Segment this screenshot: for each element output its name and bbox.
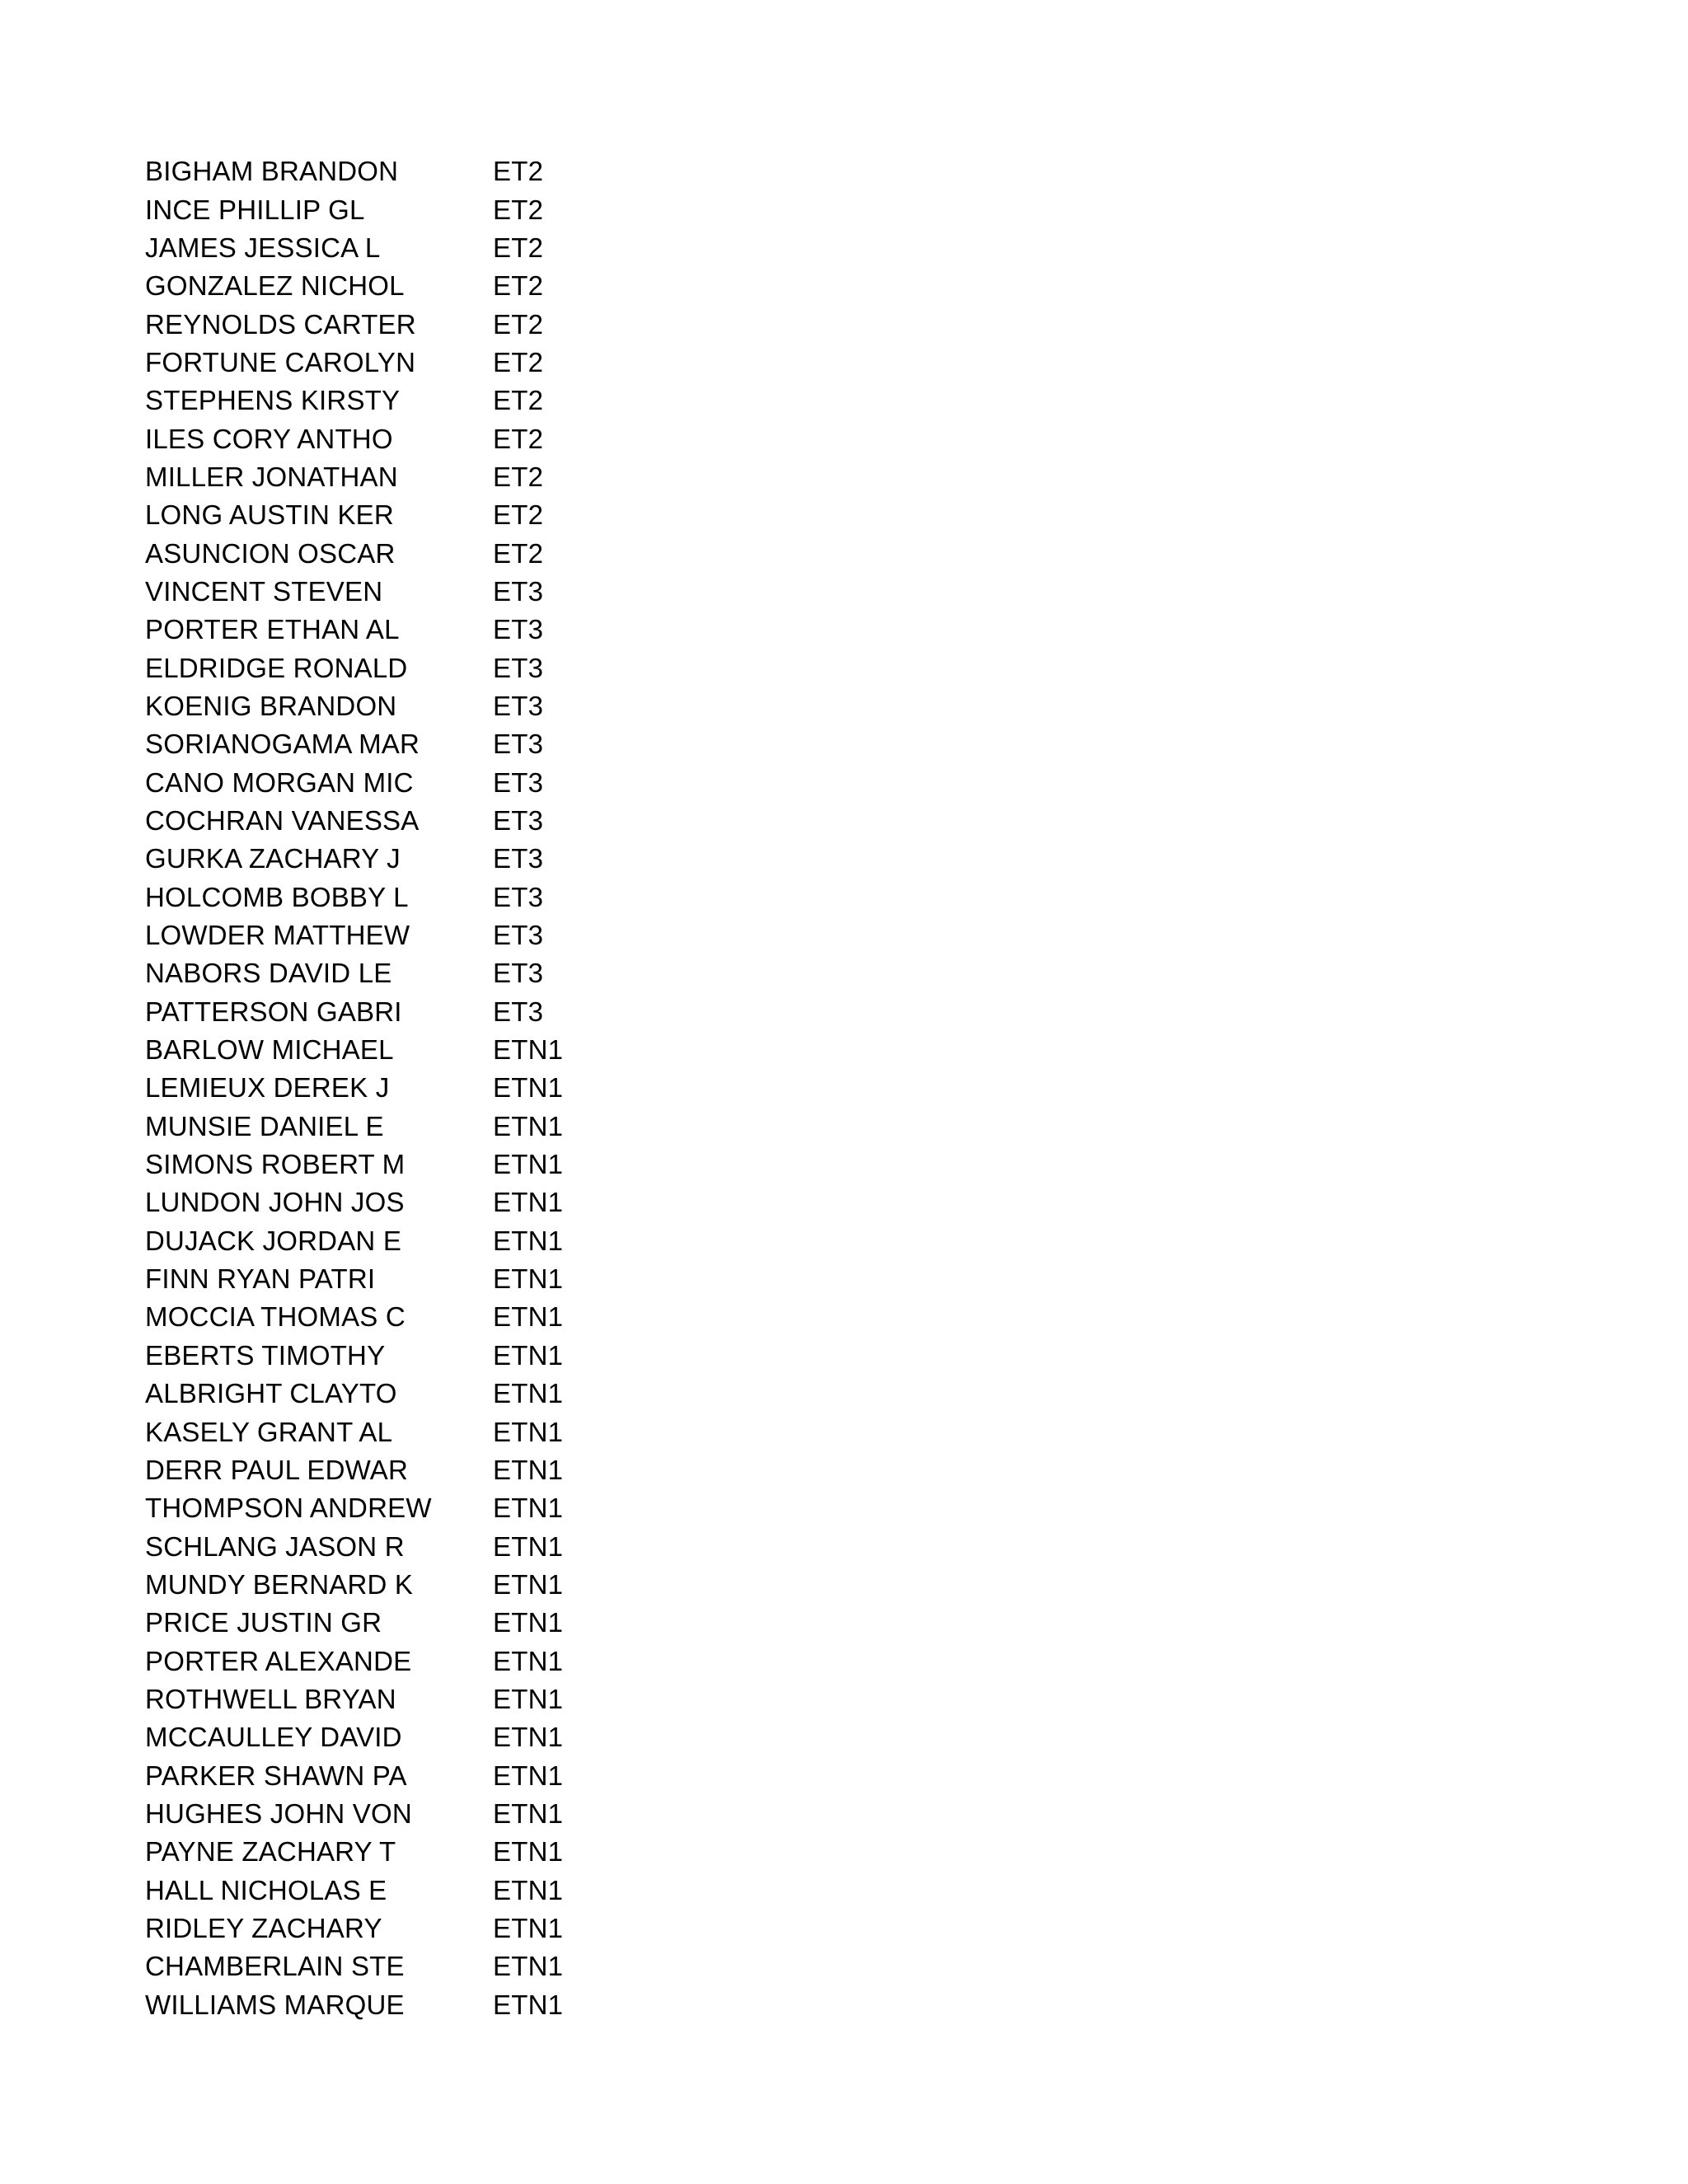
roster-row [145,1298,607,1336]
member-name: MCCAULLEY DAVID [145,1722,402,1753]
roster-row [145,573,607,611]
member-rate: ET3 [493,958,544,989]
roster-row [145,687,607,725]
roster-row [145,1183,607,1221]
roster-row [145,458,607,496]
member-name: BARLOW MICHAEL [145,1034,394,1066]
member-name: STEPHENS KIRSTY [145,385,401,416]
roster-row [145,152,607,190]
roster-row [145,1756,607,1794]
roster-row [145,344,607,382]
member-rate: ETN1 [493,1225,564,1256]
member-rate: ETN1 [493,1110,564,1141]
roster-row [145,840,607,878]
member-rate: ET3 [493,575,544,607]
roster-row [145,1108,607,1146]
roster-row [145,1527,607,1565]
roster-row [145,725,607,763]
member-rate: ETN1 [493,1912,564,1943]
member-rate: ETN1 [493,1722,564,1753]
member-rate: ET3 [493,690,544,721]
member-name: REYNOLDS CARTER [145,308,416,340]
roster-row [145,993,607,1031]
member-name: MUNDY BERNARD K [145,1568,414,1600]
member-name: FORTUNE CAROLYN [145,346,416,377]
member-name: FINN RYAN PATRI [145,1263,376,1295]
member-rate: ETN1 [493,1034,564,1066]
roster-row [145,916,607,954]
roster-row [145,764,607,802]
roster-row [145,1337,607,1375]
member-name: MILLER JONATHAN [145,461,398,492]
member-name: ALBRIGHT CLAYTO [145,1378,397,1409]
roster-row [145,1222,607,1260]
member-name: ROTHWELL BRYAN [145,1683,396,1714]
member-name: WILLIAMS MARQUE [145,1989,405,2020]
member-rate: ETN1 [493,1797,564,1829]
member-name: LONG AUSTIN KER [145,499,394,531]
roster-row [145,649,607,687]
member-name: PRICE JUSTIN GR [145,1607,382,1638]
member-rate: ET2 [493,423,544,454]
member-name: ILES CORY ANTHO [145,423,393,454]
member-rate: ET3 [493,766,544,798]
member-rate: ETN1 [493,1607,564,1638]
member-rate: ETN1 [493,1416,564,1447]
member-name: GONZALEZ NICHOL [145,270,405,302]
member-rate: ET2 [493,346,544,377]
roster-row [145,1566,607,1604]
member-name: LEMIEUX DEREK J [145,1072,390,1104]
member-rate: ET3 [493,614,544,645]
member-name: KASELY GRANT AL [145,1416,393,1447]
member-rate: ET2 [493,308,544,340]
roster-row [145,1451,607,1489]
member-name: MOCCIA THOMAS C [145,1301,406,1333]
member-name: CHAMBERLAIN STE [145,1951,405,1982]
roster-row [145,1910,607,1947]
roster-row [145,305,607,343]
roster-row [145,190,607,228]
member-rate: ETN1 [493,1493,564,1524]
roster-row [145,534,607,572]
member-rate: ET2 [493,385,544,416]
member-rate: ETN1 [493,1683,564,1714]
member-name: PORTER ALEXANDE [145,1645,412,1676]
member-rate: ET2 [493,270,544,302]
member-rate: ETN1 [493,1568,564,1600]
roster-row [145,229,607,267]
member-rate: ETN1 [493,1072,564,1104]
member-rate: ETN1 [493,1836,564,1868]
member-name: HUGHES JOHN VON [145,1797,412,1829]
member-rate: ETN1 [493,1339,564,1371]
member-name: DERR PAUL EDWAR [145,1454,408,1485]
roster-row [145,267,607,305]
member-rate: ET2 [493,156,544,187]
roster-row [145,1642,607,1680]
member-name: SIMONS ROBERT M [145,1149,406,1180]
member-name: KOENIG BRANDON [145,690,397,721]
roster-row [145,1031,607,1069]
roster-row [145,1260,607,1298]
roster-row [145,1375,607,1413]
member-rate: ET3 [493,805,544,837]
member-rate: ETN1 [493,1989,564,2020]
member-rate: ET2 [493,194,544,225]
member-name: THOMPSON ANDREW [145,1493,432,1524]
member-name: VINCENT STEVEN [145,575,383,607]
member-rate: ET2 [493,461,544,492]
member-name: NABORS DAVID LE [145,958,392,989]
roster-row [145,954,607,992]
member-rate: ETN1 [493,1263,564,1295]
roster-row [145,1947,607,1985]
member-name: HOLCOMB BOBBY L [145,881,409,912]
member-name: MUNSIE DANIEL E [145,1110,384,1141]
roster-row [145,611,607,649]
member-name: PAYNE ZACHARY T [145,1836,396,1868]
member-rate: ETN1 [493,1530,564,1562]
member-name: LUNDON JOHN JOS [145,1187,405,1218]
roster-row [145,419,607,457]
member-name: DUJACK JORDAN E [145,1225,402,1256]
roster-row [145,1718,607,1756]
roster-row [145,1604,607,1642]
member-name: ELDRIDGE RONALD [145,652,408,683]
roster-row [145,1489,607,1527]
roster-row [145,1833,607,1871]
member-name: CANO MORGAN MIC [145,766,414,798]
member-rate: ETN1 [493,1149,564,1180]
member-rate: ET3 [493,920,544,951]
member-name: JAMES JESSICA L [145,232,381,263]
member-name: EBERTS TIMOTHY [145,1339,386,1371]
roster-row [145,496,607,534]
member-rate: ETN1 [493,1378,564,1409]
member-name: INCE PHILLIP GL [145,194,365,225]
roster-row [145,1871,607,1909]
member-rate: ETN1 [493,1301,564,1333]
member-name: SCHLANG JASON R [145,1530,405,1562]
roster-row [145,802,607,840]
roster-row [145,1986,607,2024]
member-name: PATTERSON GABRI [145,996,402,1027]
member-rate: ET2 [493,232,544,263]
member-name: GURKA ZACHARY J [145,843,401,874]
member-name: LOWDER MATTHEW [145,920,410,951]
member-name: PARKER SHAWN PA [145,1760,407,1791]
member-rate: ETN1 [493,1874,564,1905]
roster-row [145,1680,607,1718]
member-name: HALL NICHOLAS E [145,1874,387,1905]
member-rate: ET3 [493,881,544,912]
member-rate: ET2 [493,499,544,531]
member-name: SORIANOGAMA MAR [145,729,420,760]
roster-row [145,382,607,419]
member-rate: ET3 [493,729,544,760]
roster-row [145,1146,607,1183]
member-rate: ETN1 [493,1645,564,1676]
roster-row [145,1795,607,1833]
member-name: ASUNCION OSCAR [145,537,396,569]
roster-row [145,1069,607,1107]
member-name: RIDLEY ZACHARY [145,1912,382,1943]
member-rate: ET3 [493,843,544,874]
roster-list [145,152,607,2024]
member-rate: ET3 [493,652,544,683]
member-name: BIGHAM BRANDON [145,156,399,187]
member-rate: ETN1 [493,1760,564,1791]
member-rate: ETN1 [493,1951,564,1982]
member-rate: ET2 [493,537,544,569]
roster-row [145,1413,607,1451]
member-rate: ET3 [493,996,544,1027]
member-rate: ETN1 [493,1454,564,1485]
member-name: PORTER ETHAN AL [145,614,400,645]
member-rate: ETN1 [493,1187,564,1218]
roster-row [145,879,607,916]
member-name: COCHRAN VANESSA [145,805,420,837]
